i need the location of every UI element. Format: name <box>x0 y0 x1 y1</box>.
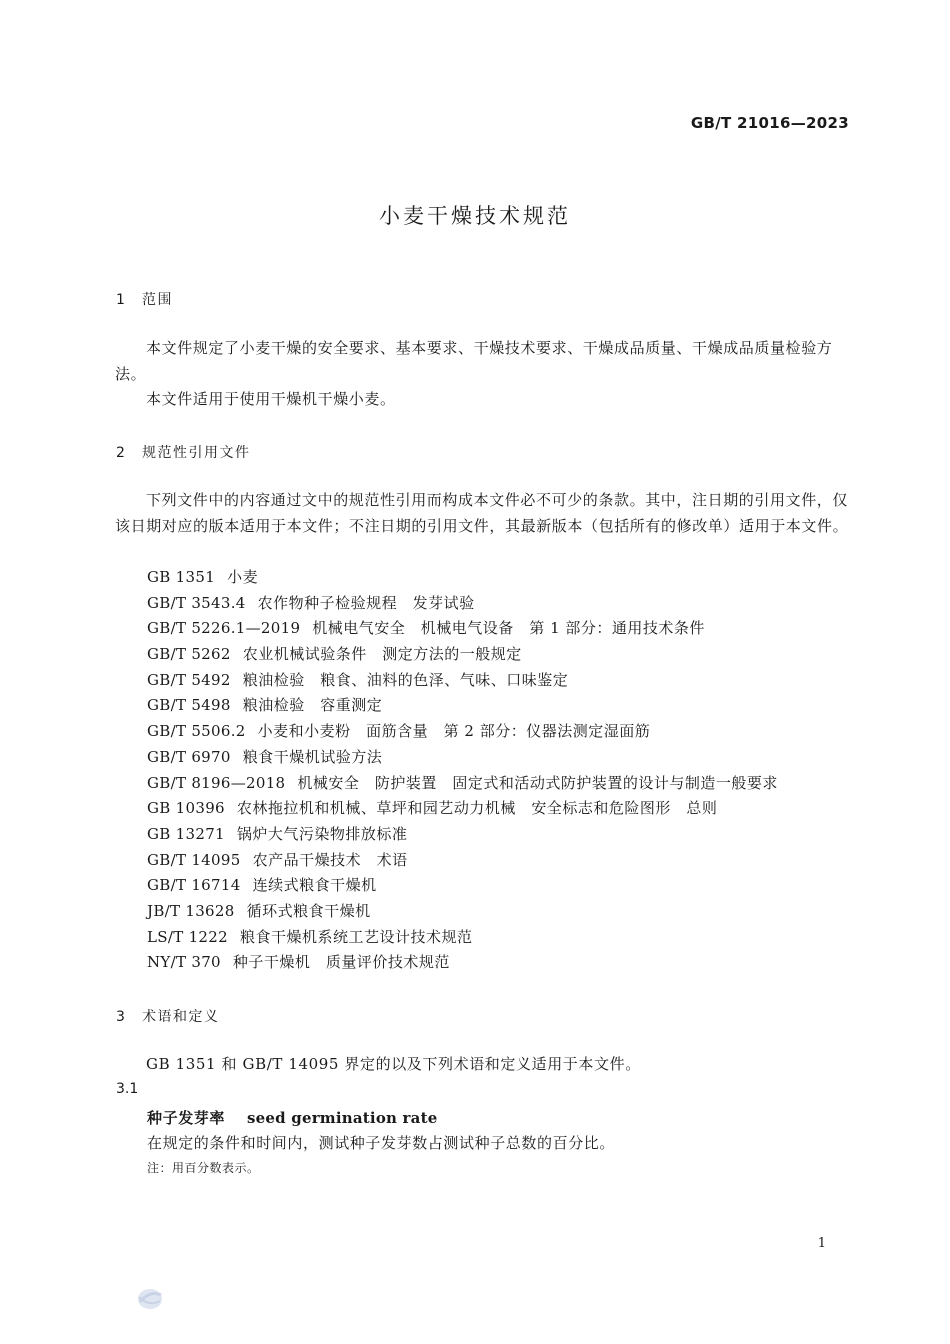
reference-code: GB/T 16714 <box>147 876 241 895</box>
reference-code: GB/T 5498 <box>147 696 231 715</box>
reference-code: GB/T 5492 <box>147 670 231 689</box>
paragraph-text: 本文件规定了小麦干燥的安全要求、基本要求、干燥技术要求、干燥成品质量、干燥成品质量检验方法。 <box>115 339 833 383</box>
reference-title: 循环式粮食干燥机 <box>246 901 371 920</box>
reference-title: 连续式粮食干燥机 <box>252 876 377 895</box>
reference-code: GB/T 14095 <box>147 850 241 869</box>
reference-code: GB/T 5262 <box>147 645 231 664</box>
document-code: GB/T 21016—2023 <box>690 114 849 132</box>
reference-title: 机械安全 防护装置 固定式和活动式防护装置的设计与制造一般要求 <box>297 773 778 792</box>
list-item <box>147 873 778 899</box>
reference-code: NY/T 370 <box>147 953 221 972</box>
sac-logo-icon <box>136 1287 164 1311</box>
list-item <box>147 565 778 591</box>
reference-code: GB 1351 <box>147 568 216 586</box>
section-title: 术语和定义 <box>142 1009 220 1025</box>
terms-intro <box>115 1052 850 1078</box>
reference-title: 粮食干燥机试验方法 <box>242 747 383 766</box>
reference-code: GB/T 6970 <box>147 747 231 766</box>
term-english: seed germination rate <box>247 1109 438 1127</box>
section-number: 1 <box>116 292 125 308</box>
section-title: 范围 <box>142 292 173 308</box>
list-item <box>147 796 778 822</box>
reference-title: 农作物种子检验规程 发芽试验 <box>257 593 475 612</box>
term-chinese: 种子发芽率 <box>147 1109 226 1127</box>
paragraph-text: 本文件适用于使用干燥机干燥小麦。 <box>146 390 396 408</box>
list-item <box>147 693 778 719</box>
list-item <box>147 822 778 848</box>
list-item <box>147 719 778 745</box>
references-intro <box>115 488 850 539</box>
document-title: 小麦干燥技术规范 <box>379 204 571 228</box>
scope-paragraph-1 <box>115 336 850 387</box>
reference-code: JB/T 13628 <box>147 901 235 920</box>
section-1-heading <box>116 289 173 309</box>
term-number: 3.1 <box>116 1081 139 1097</box>
list-item <box>147 950 778 976</box>
reference-code: GB/T 5506.2 <box>147 722 246 741</box>
term-entry <box>147 1107 437 1128</box>
list-item <box>147 642 778 668</box>
reference-title: 粮油检验 容重测定 <box>242 696 383 715</box>
page-number: 1 <box>817 1236 826 1251</box>
list-item <box>147 668 778 694</box>
list-item <box>147 616 778 642</box>
scope-paragraph-2 <box>115 387 850 413</box>
reference-title: 小麦 <box>227 568 259 586</box>
list-item <box>147 925 778 951</box>
list-item <box>147 591 778 617</box>
paragraph-text: 下列文件中的内容通过文中的规范性引用而构成本文件必不可少的条款。其中，注日期的引用文件，仅该日期对应的版本适用于本文件；不注日期的引用文件，其最新版本（包括所有的修改单）适用于本文件。 <box>115 491 849 535</box>
paragraph-text: GB 1351 和 GB/T 14095 界定的以及下列术语和定义适用于本文件。 <box>146 1055 641 1073</box>
list-item <box>147 899 778 925</box>
reference-code: GB 13271 <box>147 824 225 843</box>
section-number: 2 <box>116 445 125 461</box>
section-title: 规范性引用文件 <box>142 445 251 461</box>
reference-title: 农林拖拉机和机械、草坪和园艺动力机械 安全标志和危险图形 总则 <box>236 799 718 818</box>
reference-title: 小麦和小麦粉 面筋含量 第 2 部分：仪器法测定湿面筋 <box>257 722 651 741</box>
list-item <box>147 771 778 797</box>
reference-title: 种子干燥机 质量评价技术规范 <box>232 953 450 972</box>
reference-title: 农产品干燥技术 术语 <box>252 850 408 869</box>
section-2-heading <box>116 442 251 462</box>
section-3-heading <box>116 1006 220 1026</box>
term-note: 注：用百分数表示。 <box>147 1161 260 1175</box>
reference-code: GB/T 3543.4 <box>147 593 246 612</box>
reference-title: 锅炉大气污染物排放标准 <box>236 824 408 843</box>
reference-code: LS/T 1222 <box>147 927 228 946</box>
term-definition: 在规定的条件和时间内，测试种子发芽数占测试种子总数的百分比。 <box>147 1134 616 1152</box>
reference-title: 农业机械试验条件 测定方法的一般规定 <box>242 645 522 664</box>
list-item <box>147 745 778 771</box>
reference-title: 粮食干燥机系统工艺设计技术规范 <box>239 927 473 946</box>
reference-title: 机械电气安全 机械电气设备 第 1 部分：通用技术条件 <box>312 619 705 638</box>
reference-title: 粮油检验 粮食、油料的色泽、气味、口味鉴定 <box>242 670 569 689</box>
reference-code: GB/T 8196—2018 <box>147 773 286 792</box>
section-number: 3 <box>116 1009 125 1025</box>
list-item <box>147 848 778 874</box>
reference-code: GB 10396 <box>147 799 225 818</box>
reference-code: GB/T 5226.1—2019 <box>147 619 301 638</box>
reference-list <box>147 565 778 976</box>
